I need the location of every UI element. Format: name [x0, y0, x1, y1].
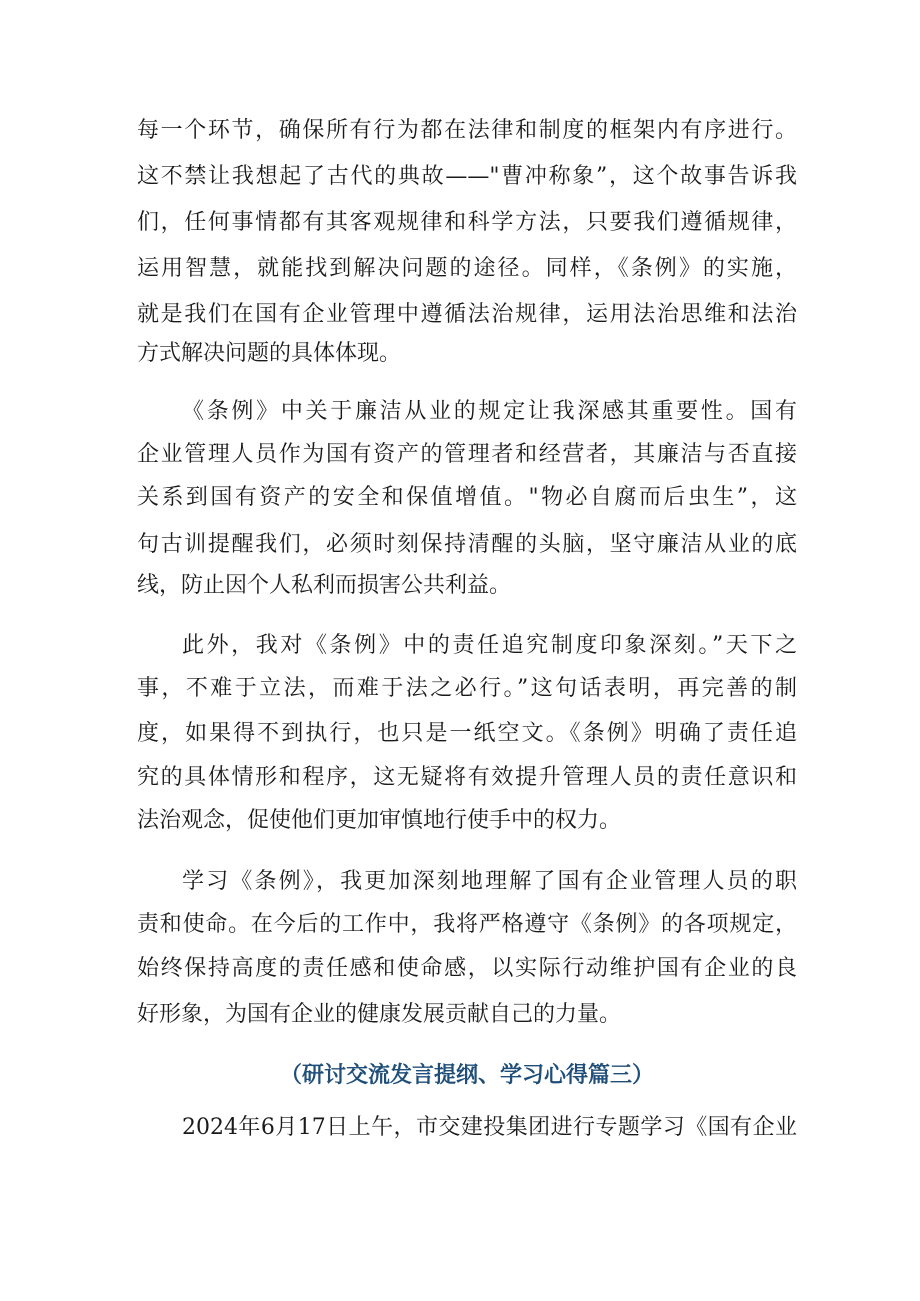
paragraph-line: 就是我们在国有企业管理中遵循法治规律，运用法治思维和法治 — [137, 302, 797, 327]
paragraph-line: 始终保持高度的责任感和使命感，以实际行动维护国有企业的良 — [137, 956, 797, 981]
paragraph-line: 法治观念，促使他们更加审慎地行使手中的权力。 — [137, 808, 622, 833]
paragraph-line: 事，不难于立法，而难于法之必行。”这句话表明，再完善的制 — [137, 676, 797, 701]
paragraph-line: 企业管理人员作为国有资产的管理者和经营者，其廉洁与否直接 — [137, 442, 797, 467]
paragraph-line: 句古训提醒我们，必须时刻保持清醒的头脑，坚守廉洁从业的底 — [137, 532, 797, 557]
section-heading: （研讨交流发言提纲、学习心得篇三） — [279, 1063, 654, 1088]
paragraph-line: 关系到国有资产的安全和保值增值。"物必自腐而后虫生”，这 — [137, 485, 797, 510]
paragraph-line: 好形象，为国有企业的健康发展贡献自己的力量。 — [137, 1002, 622, 1027]
paragraph-line: 《条例》中关于廉洁从业的规定让我深感其重要性。国有 — [182, 399, 797, 424]
paragraph-line: 们，任何事情都有其客观规律和科学方法，只要我们遵循规律， — [137, 210, 797, 235]
paragraph-line: 线，防止因个人私利而损害公共利益。 — [137, 573, 512, 598]
paragraph-line: 究的具体情形和程序，这无疑将有效提升管理人员的责任意识和 — [137, 765, 797, 790]
paragraph-line: 运用智慧，就能找到解决问题的途径。同样，《条例》的实施， — [137, 256, 797, 281]
paragraph-line: 责和使命。在今后的工作中，我将严格遵守《条例》的各项规定， — [137, 912, 797, 937]
paragraph-line: 度，如果得不到执行，也只是一纸空文。《条例》明确了责任追 — [137, 721, 797, 746]
paragraph-line: 方式解决问题的具体体现。 — [137, 341, 402, 366]
paragraph-line: 此外，我对《条例》中的责任追究制度印象深刻。”天下之 — [182, 633, 797, 658]
paragraph-line: 学习《条例》，我更加深刻地理解了国有企业管理人员的职 — [182, 869, 797, 894]
paragraph-line: 每一个环节，确保所有行为都在法律和制度的框架内有序进行。 — [137, 118, 797, 143]
paragraph-line: 2024年6月17日上午，市交建投集团进行专题学习《国有企业 — [182, 1115, 797, 1140]
paragraph-line: 这不禁让我想起了古代的典故——"曹冲称象”，这个故事告诉我 — [137, 164, 797, 189]
